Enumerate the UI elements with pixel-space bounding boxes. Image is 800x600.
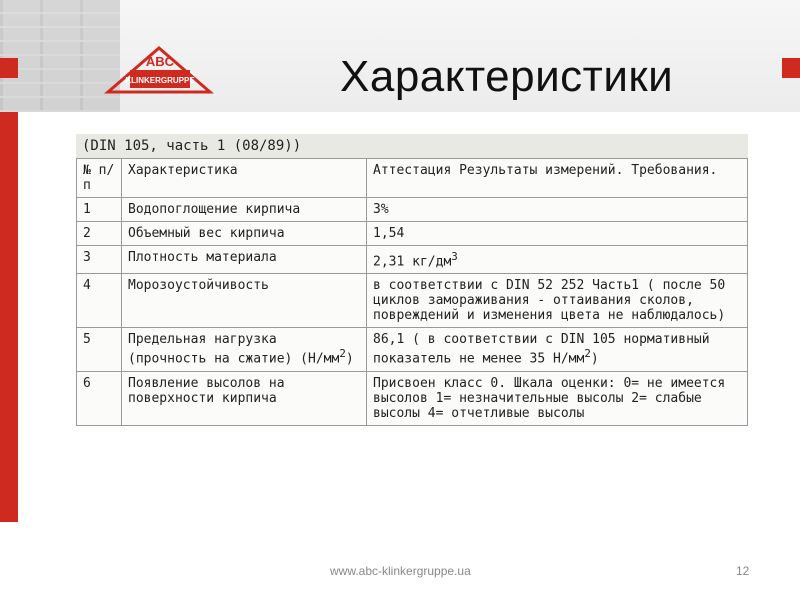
- table-row: [77, 222, 748, 246]
- row-characteristic: Водопоглощение кирпича: [122, 198, 367, 222]
- row-characteristic: Морозоустойчивость: [122, 274, 367, 328]
- result-text: 2,31 кг/дм: [373, 254, 452, 270]
- red-accent-bar: [0, 112, 18, 522]
- row-num: 2: [77, 222, 122, 246]
- header-characteristic: Характеристика: [122, 159, 367, 198]
- red-accent-square-left: [0, 58, 18, 78]
- characteristics-table: [76, 158, 748, 426]
- result-text: 86,1 ( в соответствии с DIN 105 нормативный показатель не менее 35 Н/мм: [373, 332, 710, 367]
- red-accent-square-right: [782, 58, 800, 78]
- header-result: Аттестация Результаты измерений. Требования.: [367, 159, 748, 198]
- logo-text-bottom: KLINKERGRUPPE: [125, 76, 195, 85]
- row-characteristic: Появление высолов на поверхности кирпича: [122, 371, 367, 425]
- row-num: 3: [77, 246, 122, 274]
- row-characteristic: Объемный вес кирпича: [122, 222, 367, 246]
- footer-url: www.abc-klinkergruppe.ua: [330, 564, 471, 578]
- result-superscript: 2: [584, 347, 591, 361]
- row-characteristic: Плотность материала: [122, 246, 367, 274]
- logo-text-top: ABC: [145, 54, 175, 69]
- characteristic-tail: ): [345, 351, 354, 367]
- row-num: 1: [77, 198, 122, 222]
- row-num: 5: [77, 328, 122, 371]
- characteristic-superscript: 2: [339, 347, 346, 361]
- result-superscript: 3: [451, 250, 458, 263]
- brick-wall-photo: [0, 0, 120, 112]
- row-num: 6: [77, 371, 122, 425]
- row-num: 4: [77, 274, 122, 328]
- row-result: в соответствии с DIN 52 252 Часть1 ( после 50 циклов замораживания - оттаивания сколов, повреждений и изменения цвета не наблюдалось): [367, 274, 748, 328]
- row-result: 3%: [367, 198, 748, 222]
- result-tail: ): [590, 351, 599, 367]
- table-row: [77, 246, 748, 274]
- row-result: [367, 328, 748, 371]
- table-header-row: [77, 159, 748, 198]
- table-row: [77, 371, 748, 425]
- page-title: Характеристики: [340, 52, 674, 101]
- table-row: [77, 274, 748, 328]
- table-row: [77, 328, 748, 371]
- table-row: [77, 198, 748, 222]
- header-num: № п/п: [77, 159, 122, 198]
- row-result: 1,54: [367, 222, 748, 246]
- row-characteristic: [122, 328, 367, 371]
- table-caption: (DIN 105, часть 1 (08/89)): [76, 134, 748, 158]
- row-result: Присвоен класс 0. Шкала оценки: 0= не имеется высолов 1= незначительные высолы 2= слабые высолы 4= отчетливые высолы: [367, 371, 748, 425]
- company-logo: [104, 42, 214, 96]
- page-number: 12: [736, 564, 750, 578]
- characteristic-text: Предельная нагрузка (прочность на сжатие) (Н/мм: [128, 332, 340, 367]
- row-result: [367, 246, 748, 274]
